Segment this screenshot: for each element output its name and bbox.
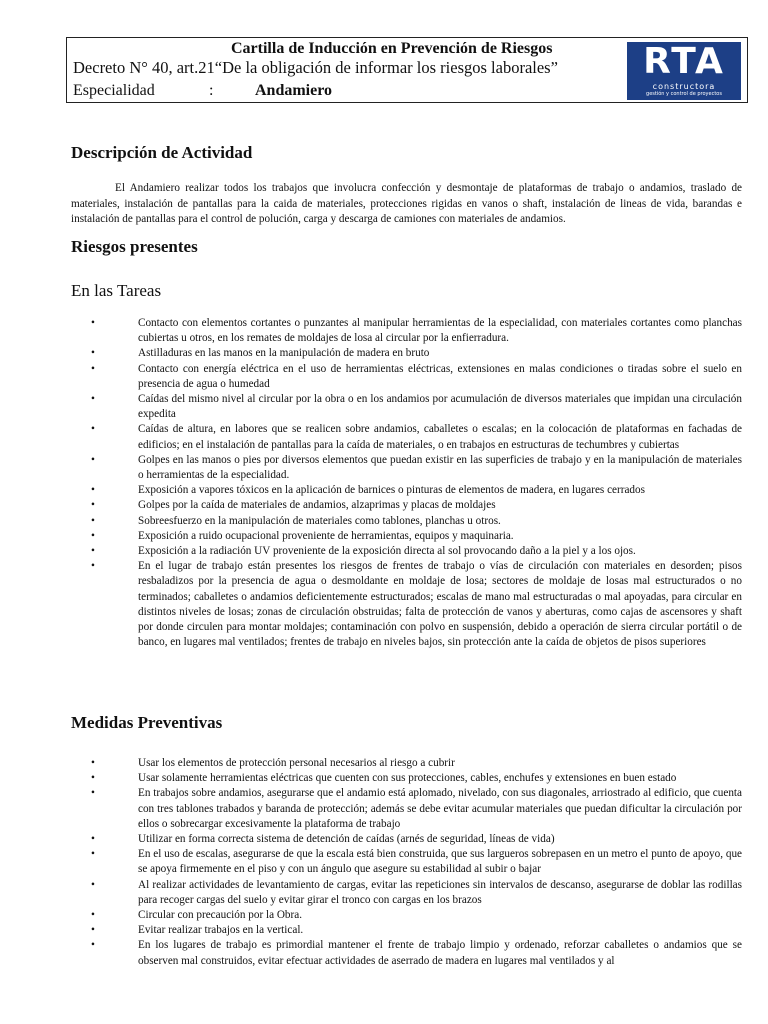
bullet-icon: • — [91, 362, 95, 375]
list-item — [0, 847, 768, 877]
bullet-icon: • — [91, 757, 95, 769]
specialty-line — [73, 81, 333, 101]
bullet-icon: • — [91, 317, 95, 329]
document-title: Cartilla de Inducción en Prevención de Riesgos — [231, 40, 553, 57]
list-item-text: Exposición a ruido ocupacional proveniente de herramientas, equipos y maquinaria. — [138, 529, 514, 542]
list-item — [0, 832, 768, 847]
list-item — [0, 786, 768, 832]
bullet-icon: • — [91, 499, 95, 512]
bullet-icon: • — [91, 347, 95, 360]
bullet-icon: • — [91, 393, 95, 406]
list-item-text: Circular con precaución por la Obra. — [138, 909, 303, 922]
list-item-text: Golpes en las manos o pies por diversos elementos que puedan existir en las superficies de trabajo y en la manipulación de materiales o herramientas de la especialidad. — [138, 453, 742, 482]
bullet-icon: • — [91, 909, 95, 922]
list-item-text: Caídas del mismo nivel al circular por la obra o en los andamios por acumulación de diversos materiales que impidan una circulación expedita — [138, 393, 742, 421]
list-item — [0, 453, 768, 483]
bullet-icon: • — [91, 939, 95, 952]
list-item — [0, 483, 768, 498]
list-item-text: Caídas de altura, en labores que se realicen sobre andamios, caballetes o escalas; en la colocación de plataformas en fachadas de edificios; en el instalación de pantallas para la caída de materiales, o en trabajos en estructuras de techumbres y cubiertas — [138, 423, 742, 451]
tasks-subheading: En las Tareas — [71, 281, 162, 300]
description-text: El Andamiero realizar todos los trabajos que involucra confección y desmontaje de plataformas de trabajo o andamios, traslado de materiales, instalación de pantallas para la caida de materiales, protecciones rigidas en vanos o shaft, instalación de lineas de vida, barandas e instalación de pantallas para el control de polución, carga y descarga de camiones con materiales de andamios. — [71, 182, 742, 225]
list-item — [0, 559, 768, 650]
list-item-text: Contacto con energía eléctrica en el uso de herramientas eléctricas, extensiones en malas condiciones o tiradas sobre el suelo en presencia de agua o humedad — [138, 362, 742, 390]
list-item — [0, 923, 768, 938]
list-item-text: En el lugar de trabajo están presentes los riesgos de frentes de trabajo o vías de circulación con materiales en desorden; pisos resbaladizos por la presencia de agua o desmoldante en moldaje de losa; sectores de moldaje de losas mal estructurados o no terminados; caballetes o andamios deficientemente estructurados; escalas de mano mal estructuradas o mal apoyadas, para circular en distintos niveles de losas; zonas de circulación obstruidas; falta de protección de vanos y aberturas, como cajas de ascensores y shaft por donde circulen para montar moldajes; contaminación con polvo en suspensión, debido a operación de sierra circular portátil o de banco, en lugares mal ventilados; frentes de trabajo en niveles bajos, sin protección ante la caída de objetos de pisos superiores — [138, 560, 742, 649]
bullet-icon: • — [91, 545, 95, 558]
list-item-text: Exposición a vapores tóxicos en la aplicación de barnices o pinturas de elementos de madera, en lugares cerrados — [138, 484, 645, 497]
bullet-icon: • — [91, 453, 95, 466]
logo-subtitle: constructora — [652, 82, 716, 91]
logo-mark: RTA — [643, 41, 725, 82]
list-item-text: Evitar realizar trabajos en la vertical. — [138, 924, 304, 937]
list-item-text: Usar solamente herramientas eléctricas que cuenten con sus protecciones, cables, enchufes y extensiones en buen estado — [138, 772, 677, 785]
bullet-icon: • — [91, 514, 95, 527]
list-item — [0, 529, 768, 544]
bullet-icon: • — [91, 560, 95, 573]
bullet-icon: • — [91, 924, 95, 937]
bullet-icon: • — [91, 529, 95, 542]
document-header — [66, 37, 748, 103]
list-item-text: Al realizar actividades de levantamiento de cargas, evitar las repeticiones sin intervalos de descanso, asegurarse de doblar las rodillas para recoger cargas del suelo y evitar girar el tronco con cargas en los brazos — [138, 878, 742, 906]
list-item — [0, 498, 768, 513]
bullet-icon: • — [91, 484, 95, 497]
list-item-text: Exposición a la radiación UV proveniente de la exposición directa al sol provocando daño a la piel y a los ojos. — [138, 545, 636, 558]
list-item — [0, 422, 768, 452]
bullet-icon: • — [91, 878, 95, 891]
list-item-text: Usar los elementos de protección personal necesarios al riesgo a cubrir — [138, 757, 455, 769]
list-item-text: Sobreesfuerzo en la manipulación de materiales como tablones, planchas u otros. — [138, 514, 501, 527]
list-item — [0, 362, 768, 392]
description-heading: Descripción de Actividad — [71, 143, 253, 162]
specialty-label: Especialidad — [73, 82, 155, 99]
measure-list — [0, 756, 768, 969]
decree-line: Decreto N° 40, art.21“De la obligación de informar los riesgos laborales” — [73, 58, 558, 77]
list-item-text: En los lugares de trabajo es primordial mantener el frente de trabajo limpio y ordenado, reforzar caballetes o andamios que se observen mal construidos, evitar efectuar actividades de aserrado de madera en lugares mal ventilados y al — [138, 939, 742, 967]
risks-heading: Riesgos presentes — [71, 237, 198, 256]
logo-tagline: gestión y control de proyectos — [646, 91, 722, 97]
list-item — [0, 346, 768, 361]
list-item — [0, 756, 768, 771]
list-item — [0, 316, 768, 346]
bullet-icon: • — [91, 423, 95, 436]
measures-heading: Medidas Preventivas — [71, 713, 223, 732]
list-item-text: En trabajos sobre andamios, asegurarse que el andamio está aplomado, nivelado, con sus diagonales, arriostrado al edificio, que cuenta con tres tablones trabados y baranda de protección; además se debe evitar acumular materiales que puedan dificultar la circulación por ellos o sobrecargar excesivamente la plataforma de trabajo — [138, 787, 742, 830]
list-item — [0, 878, 768, 908]
company-logo — [627, 42, 741, 100]
specialty-colon: : — [209, 82, 214, 99]
bullet-icon: • — [91, 787, 95, 800]
list-item — [0, 514, 768, 529]
list-item-text: Contacto con elementos cortantes o punzantes al manipular herramientas de la especialidad, con materiales cortantes como planchas cubiertas u otros, en los remates de moldajes de losa al circular por la enfierradura. — [138, 317, 742, 345]
bullet-icon: • — [91, 833, 95, 846]
specialty-value: Andamiero — [255, 82, 333, 99]
list-item — [0, 544, 768, 559]
list-item-text: Astilladuras en las manos en la manipulación de madera en bruto — [138, 347, 430, 360]
risk-list — [0, 316, 768, 650]
list-item-text: En el uso de escalas, asegurarse de que la escala está bien construida, que sus largueros sobrepasen en un metro el punto de apoyo, que se apoya firmemente en el piso y con un ángulo que asegure su estabilidad al subir o bajar — [138, 848, 742, 876]
list-item — [0, 771, 768, 786]
list-item — [0, 908, 768, 923]
list-item-text: Golpes por la caída de materiales de andamios, alzaprimas y placas de moldajes — [138, 499, 496, 512]
bullet-icon: • — [91, 772, 95, 785]
bullet-icon: • — [91, 848, 95, 861]
list-item — [0, 938, 768, 968]
list-item — [0, 392, 768, 422]
list-item-text: Utilizar en forma correcta sistema de detención de caídas (arnés de seguridad, líneas de vida) — [138, 833, 555, 846]
